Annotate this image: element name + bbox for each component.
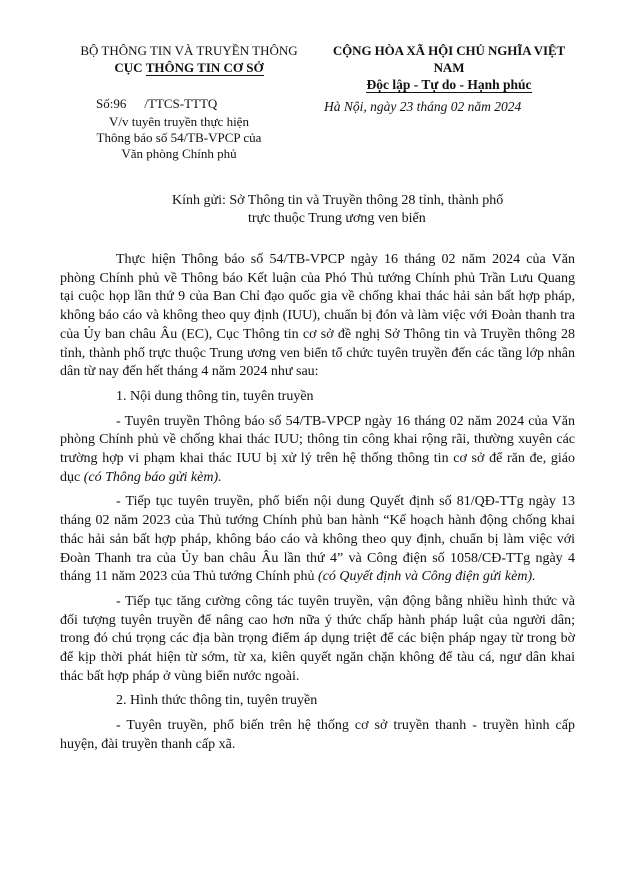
- department-name: [74, 59, 304, 76]
- national-motto: [318, 42, 580, 93]
- subject-line: Văn phòng Chính phủ: [121, 146, 237, 161]
- document-subject: [60, 114, 298, 162]
- content-item-2: [60, 493, 575, 587]
- issuer-header: [74, 42, 304, 76]
- content-item-2-note: (có Quyết định và Công điện gửi kèm).: [318, 569, 536, 585]
- motto-text: Độc lập - Tự do - Hạnh phúc: [366, 77, 532, 92]
- recipient-block: [172, 192, 572, 228]
- document-number: [96, 96, 217, 112]
- content-item-1: [60, 413, 575, 488]
- content-item-2-text: - Tiếp tục tuyên truyền, phổ biến nội dung Quyết định số 81/QĐ-TTg ngày 13 tháng 02 năm 2023 của Thủ tướng Chính phủ ban hành “Kế hoạch hành động chống khai thác hải sản bất hợp pháp, không báo cáo và không theo quy định, chuẩn bị làm việc với Đoàn Thanh tra của Ủy ban châu Âu lần thứ 4” và Công điện số 1058/CĐ-TTg ngày 4 tháng 11 năm 2023 của Thủ tướng Chính phủ: [60, 494, 575, 585]
- content-item-1-note: (có Thông báo gửi kèm).: [83, 469, 222, 485]
- motto: [318, 76, 580, 93]
- country-name: CỘNG HÒA XÃ HỘI CHỦ NGHĨA VIỆT NAM: [332, 43, 566, 75]
- doc-number-code: /TTCS-TTTQ: [144, 96, 218, 111]
- section-heading-1: 1. Nội dung thông tin, tuyên truyền: [116, 388, 314, 404]
- department-prefix: CỤC: [114, 60, 146, 75]
- content-item-3: - Tiếp tục tăng cường công tác tuyên truyền, vận động bằng nhiều hình thức và đối tượng tuyên truyền để nâng cao hơn nữa ý thức chấp hành pháp luật của người dân; trong đó chú trọng các địa bàn trọng điểm áp dụng triệt để các biện pháp ngay từ trong bờ để kịp thời phát hiện từ sớm, từ xa, kiên quyết ngăn chặn không để tàu cá, ngư dân khai thác bất hợp pháp ở vùng biển nước ngoài.: [60, 593, 575, 684]
- document-body: [60, 251, 575, 755]
- subject-line: V/v tuyên truyền thực hiện: [109, 114, 249, 129]
- intro-paragraph: Thực hiện Thông báo số 54/TB-VPCP ngày 16 tháng 02 năm 2024 của Văn phòng Chính phủ về Thông báo Kết luận của Phó Thủ tướng Chính phủ Trần Lưu Quang tại cuộc họp lần thứ 9 của Ban Chỉ đạo quốc gia về chống khai thác hải sản bất hợp pháp, không báo cáo và không theo quy định (IUU), chuẩn bị đón và làm việc với Đoàn thanh tra của Ủy ban châu Âu (EC), Cục Thông tin cơ sở đề nghị Sở Thông tin và Truyền thông 28 tỉnh, thành phố trực thuộc Trung ương ven biển tổ chức tuyên truyền đến các tầng lớp nhân dân từ nay đến hết tháng 4 năm 2024 như sau:: [60, 252, 575, 380]
- place-date: Hà Nội, ngày 23 tháng 02 năm 2024: [324, 99, 522, 114]
- doc-number-label: Số:: [96, 96, 114, 111]
- section-heading-2: 2. Hình thức thông tin, tuyên truyền: [116, 693, 318, 709]
- ministry-name: BỘ THÔNG TIN VÀ TRUYỀN THÔNG: [80, 43, 298, 58]
- department-name-underlined: THÔNG TIN CƠ SỞ: [145, 60, 264, 75]
- form-item-1: - Tuyên truyền, phổ biến trên hệ thống cơ sở truyền thanh - truyền hình cấp huyện, đài truyền thanh cấp xã.: [60, 718, 575, 752]
- doc-number-value: 96: [113, 96, 127, 111]
- recipient-line1: Sở Thông tin và Truyền thông 28 tỉnh, thành phố: [229, 193, 504, 208]
- subject-line: Thông báo số 54/TB-VPCP của: [96, 130, 262, 145]
- content-item-1-text: - Tuyên truyền Thông báo số 54/TB-VPCP ngày 16 tháng 02 năm 2024 của Văn phòng Chính phủ về chống khai thác IUU; thông tin công khai rộng rãi, thường xuyên các trường hợp vi phạm khai thác IUU bị xử lý trên hệ thống thông tin cơ sở để răn đe, giáo dục: [60, 413, 575, 485]
- recipient-line2: trực thuộc Trung ương ven biển: [248, 211, 426, 226]
- recipient-label: Kính gửi:: [172, 193, 226, 208]
